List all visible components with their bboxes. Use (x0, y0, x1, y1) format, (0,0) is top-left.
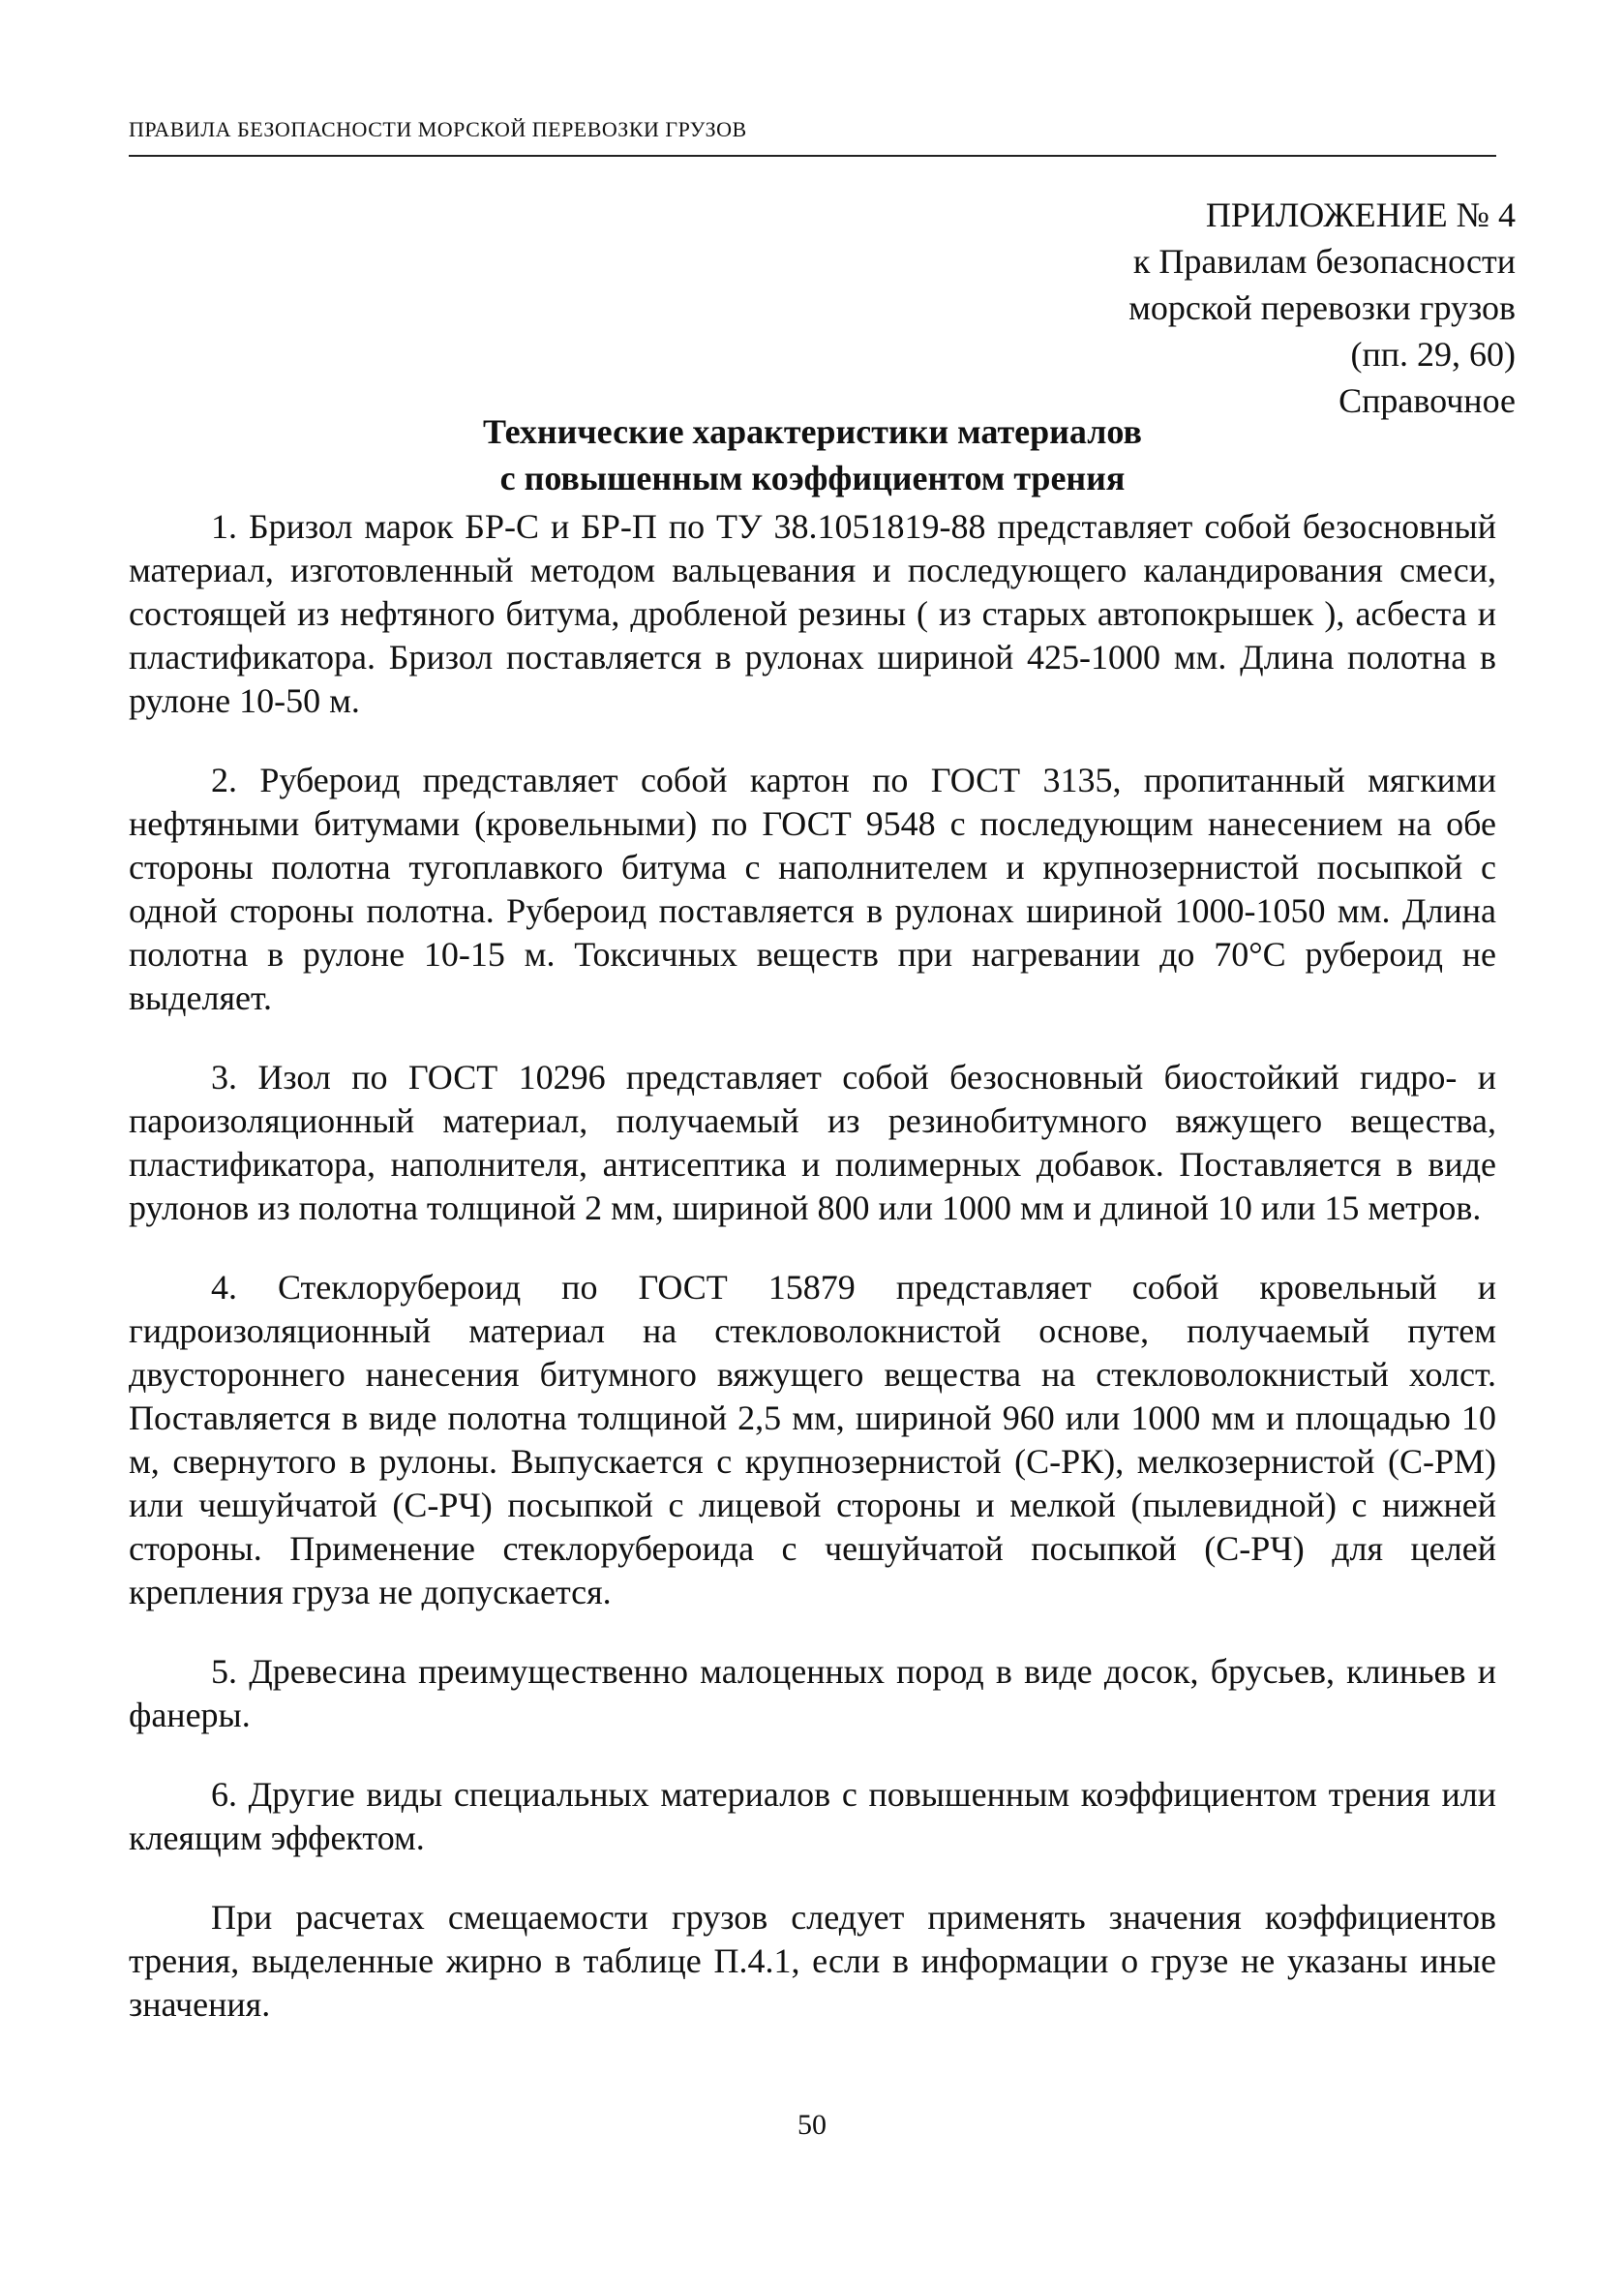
appendix-clauses: (пп. 29, 60) (1350, 335, 1516, 374)
appendix-reference-cont: морской перевозки грузов (1128, 288, 1516, 327)
paragraph-stekloruberoid: 4. Стеклорубероид по ГОСТ 15879 представляет собой кровельный и гидроизоляционный материал на стекловолокнистой основе, получаемый путем двустороннего нанесения битумного вяжущего вещества на стекловолокнистый холст. Поставляется в виде полотна толщиной 2,5 мм, шириной 960 или 1000 мм и площадью 10 м, свернутого в рулоны. Выпускается с крупнозернистой (С-РК), мелкозернистой (С-РМ) или чешуйчатой (С-РЧ) посыпкой с лицевой стороны и мелкой (пылевидной) с нижней стороны. Применение стеклорубероида с чешуйчатой посыпкой (С-РЧ) для целей крепления груза не допускается. (129, 1268, 1496, 1611)
paragraph-other-materials: 6. Другие виды специальных материалов с повышенным коэффициентом трения или клеящим эффектом. (129, 1775, 1496, 1857)
appendix-number: ПРИЛОЖЕНИЕ № 4 (1205, 195, 1516, 234)
paragraph-friction-note: При расчетах смещаемости грузов следует применять значения коэффициентов трения, выделенные жирно в таблице П.4.1, если в информации о грузе не указаны иные значения. (129, 1898, 1496, 2024)
paragraph-izol: 3. Изол по ГОСТ 10296 представляет собой безосновный биостойкий гидро- и пароизоляционный материал, получаемый из резинобитумного вяжущего вещества, пластификатора, наполнителя, антисептика и полимерных добавок. Поставляется в виде рулонов из полотна толщиной 2 мм, шириной 800 или 1000 мм и длиной 10 или 15 метров. (129, 1058, 1496, 1227)
title-line-2: с повышенным коэффициентом трения (499, 459, 1126, 497)
paragraph-ruberoid: 2. Рубероид представляет собой картон по ГОСТ 3135, пропитанный мягкими нефтяными битумами (кровельными) по ГОСТ 9548 с последующим нанесением на обе стороны полотна тугоплавкого битума с наполнителем и крупнозернистой посыпкой с одной стороны полотна. Рубероид поставляется в рулонах шириной 1000-1050 мм. Длина полотна в рулоне 10-15 м. Токсичных веществ при нагревании до 70°С рубероид не выделяет. (129, 761, 1496, 1017)
appendix-block (1128, 192, 1516, 424)
appendix-reference: к Правилам безопасности (1132, 242, 1516, 281)
header-rule (129, 155, 1496, 157)
running-header: ПРАВИЛА БЕЗОПАСНОСТИ МОРСКОЙ ПЕРЕВОЗКИ ГРУЗОВ (129, 117, 747, 141)
paragraph-wood: 5. Древесина преимущественно малоценных пород в виде досок, брусьев, клиньев и фанеры. (129, 1652, 1496, 1734)
document-title (129, 408, 1496, 501)
appendix-status: Справочное (1338, 381, 1516, 420)
paragraph-brizol: 1. Бризол марок БР-С и БР-П по ТУ 38.1051819-88 представляет собой безосновный материал, изготовленный методом вальцевания и последующего каландирования смеси, состоящей из нефтяного битума, дробленой резины ( из старых автопокрышек ), асбеста и пластификатора. Бризол поставляется в рулонах шириной 425-1000 мм. Длина полотна в рулоне 10-50 м. (129, 507, 1496, 720)
body-text (129, 505, 1496, 2062)
page-number: 50 (797, 2109, 827, 2141)
title-line-1: Технические характеристики материалов (483, 412, 1142, 451)
